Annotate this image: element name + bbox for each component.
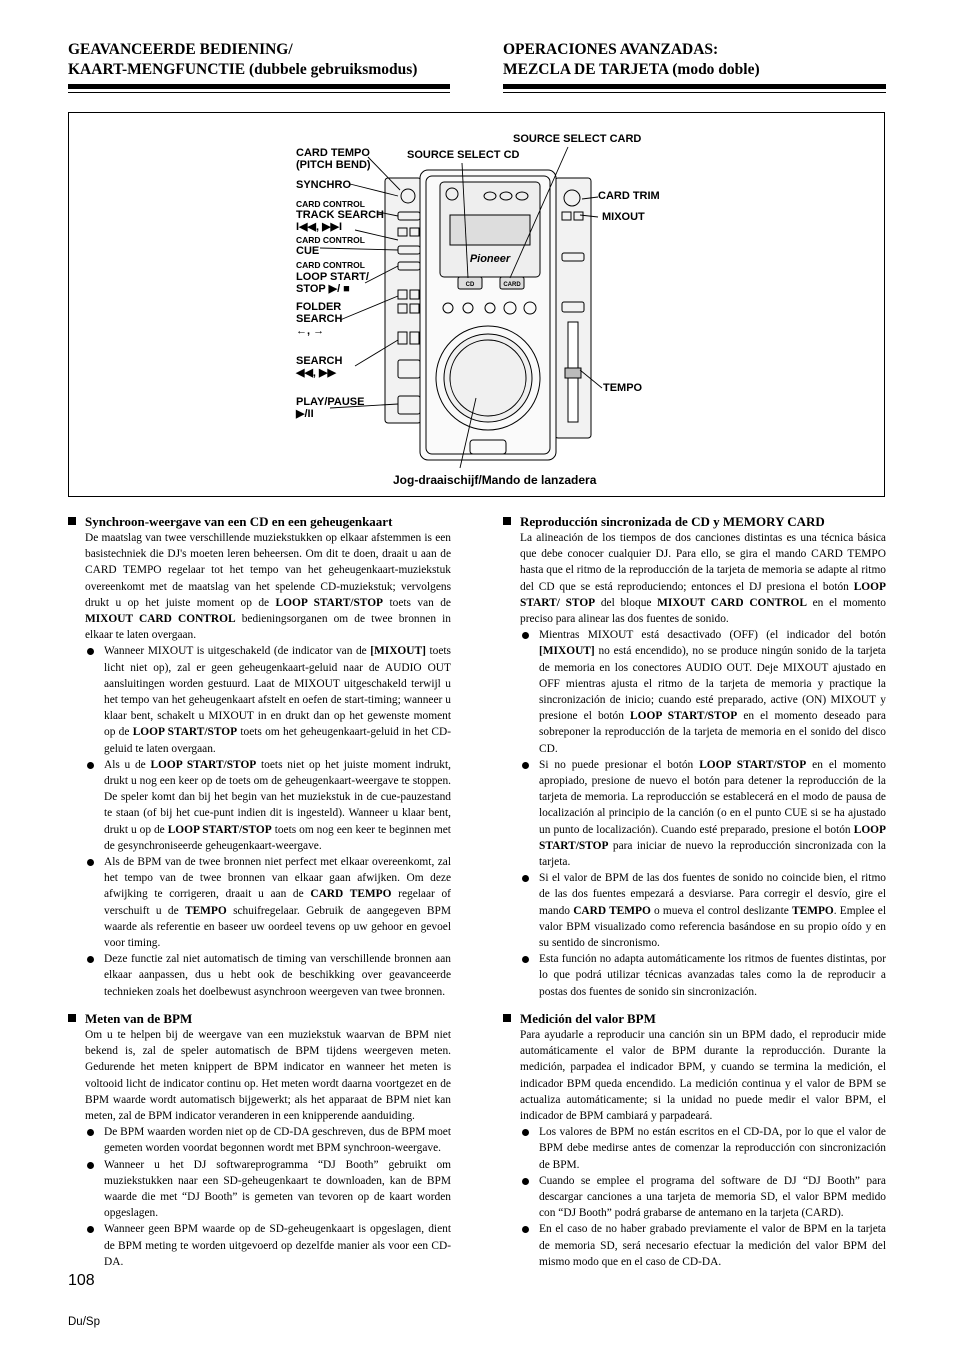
label-play-pause: PLAY/PAUSE ▶/II [296,396,365,420]
list-item: Wanneer u het DJ softwareprogramma “DJ Booth” gebruikt om muziekstukken naar een SD-geheugenkaart te downloaden, kan de BPM waarde die met “DJ Booth” is gemeten van tevoren op de kaart worden opgeslagen. [85,1157,451,1222]
device-btn-card: CARD [503,282,521,288]
list-item: Als u de LOOP START/STOP toets niet op het juiste moment indrukt, drukt u nog een keer op de toets om de geheugenkaart-weergave te stoppen. De speler komt dan bij het begin van het muziekstuk in de cue-pauzestand te staan (of bij het cue-punt indien dit is ingesteld). Wanneer u klaar bent, drukt u op de LOOP START/STOP toets om nog een keer te beginnen met de gesynchroniseerde geheugenkaart-weergave. [85,757,451,854]
device-illustration [0,0,954,520]
label-card-control-1: CARD CONTROL [296,199,365,209]
label-card-trim: CARD TRIM [598,190,660,202]
label-tempo: TEMPO [603,382,643,394]
paragraph: Om u te helpen bij de weergave van een muziekstuk waarvan de BPM niet bekend is, zal de speler automatisch de BPM tijdens weergeven meten. Gedurende het meten knippert de BPM indicator en wanneer het meten is voltooid licht de indicator continu op. Het meten wordt daarna voortgezet en de BPM waarde wordt automatisch bijgewerkt; als het apparaat de BPM niet kan meten, zal de BPM indicator veranderen in een knipperende aanduiding. [85,1028,451,1122]
list-item: Si no puede presionar el botón LOOP START/STOP en el momento apropiado, presione de nuevo el botón para detener la reproducción de la tarjeta de memoria. La reproducción se establecerá en el modo de pausa de localización al principio de la canción (o en el punto CUE si se ha ajustado un punto de localización). Cuando esté preparado, presione el botón LOOP START/STOP para iniciar de nuevo la reproducción sincronizada con la tarjeta. [520,757,886,870]
label-folder-search: FOLDER SEARCH ←, → [296,301,343,337]
paragraph: La alineación de los tiempos de dos canciones distintas es una técnica básica que debe conocer cualquier DJ. Para ello, se gira el mando CARD TEMPO hasta que el ritmo de la reproducción de la tarjeta de memoria se adapte al ritmo del CD que se está reproduciendo; entonces el DJ presiona el botón LOOP START/ STOP del bloque MIXOUT CARD CONTROL en el momento preciso para alinear las dos fuentes de sonido. [520,532,886,626]
label-card-control-2: CARD CONTROL [296,235,365,245]
label-cue: CUE [296,245,320,257]
label-source-select-cd: SOURCE SELECT CD [407,149,520,161]
paragraph: De maatslag van twee verschillende muziekstukken op elkaar afstemmen is een basistechniek die DJ's moeten leren beheersen. Om dit te doen, draait u aan de CARD TEMPO regelaar tot het tempo van het geheugenkaart-muziekstuk overeenkomt met de maatslag van het spelende CD-muziekstuk; vervolgens drukt u op het juiste moment op de LOOP START/STOP toets van de MIXOUT CARD CONTROL bedieningsorganen om de twee bronnen in elkaar te laten overgaan. [85,532,451,642]
list-item: De BPM waarden worden niet op de CD-DA geschreven, dus de BPM moet gemeten worden voordat begonnen wordt met BPM synchroon-weergave. [85,1124,451,1156]
page-number: 108 [68,1272,95,1289]
section-title: Reproducción sincronizada de CD y MEMORY CARD [503,513,886,530]
label-loop-start-stop: LOOP START/ STOP ▶/ ■ [296,271,369,295]
language-code: Du/Sp [68,1316,100,1328]
label-track-search: TRACK SEARCH I◀◀, ▶▶I [296,209,384,233]
bullet-list [520,627,886,1000]
device-brand: Pioneer [469,253,511,265]
list-item: Cuando se emplee el programa del software de DJ “DJ Booth” para descargar canciones a una tarjeta de memoria SD, el valor BPM medido con “DJ Booth” podrá grabarse de antemano en la tarjeta (CARD). [520,1173,886,1222]
bullet-list [520,1124,886,1270]
column-right [503,513,886,1270]
label-mixout: MIXOUT [602,211,645,223]
device-btn-cd: CD [465,282,475,288]
list-item: Wanneer MIXOUT is uitgeschakeld (de indicator van de [MIXOUT] toets licht niet op), zal er geen geheugenkaart-geluid naar de AUDIO OUT aansluitingen worden gestuurd. Laat de MIXOUT uitgeschakeld terwijl u het tempo van het geheugenkaart afstelt en oefen de start-timing; wanneer u klaar bent, schakelt u MIXOUT in en drukt dan op het gewenste moment op de LOOP START/STOP toets om het geheugenkaart-geluid in het CD-geluid te laten overgaan. [85,643,451,756]
list-item: En el caso de no haber grabado previamente el valor de BPM en la tarjeta de memoria SD, será necesario efectuar la medición del valor BPM del mismo modo que en el caso de CD-DA. [520,1221,886,1270]
list-item: Mientras MIXOUT está desactivado (OFF) (el indicador del botón [MIXOUT] no está encendido), no se produce ningún sonido de la tarjeta de memoria en los conectores AUDIO OUT. Deje MIXOUT ajustado en OFF mientras ajusta el ritmo de la tarjeta de memoria y practique la sincronización de inicio; cuando esté preparado, active (ON) MIXOUT y presione el botón LOOP START/STOP en el momento deseado para sobreponer la reproducción de la tarjeta de memoria en el sonido del disco CD. [520,627,886,757]
list-item: Si el valor de BPM de las dos fuentes de sonido no coincide bien, el ritmo de las dos fuentes empezará a desviarse. Para corregir el desvío, gire el mando CARD TEMPO o mueva el control deslizante TEMPO. Emplee el valor BPM visualizado como referencia basándose en su propio oído y en su sentido de sincronismo. [520,870,886,951]
section-title: Medición del valor BPM [503,1010,886,1027]
bullet-list [85,643,451,999]
label-card-control-3: CARD CONTROL [296,260,365,270]
bullet-list [85,1124,451,1270]
paragraph: Para ayudarle a reproducir una canción sin un BPM dado, el reproducir mide automáticamente el valor de BPM durante la reproducción. Durante la medición, parpadea el indicador BPM, y cuando se termina la medición, el indicador BPM queda encendido. La medición continua y el valor de BPM se actualiza automáticamente; si la unidad no puede medir el valor BPM, el indicador de BPM cambiará y parpadeará. [520,1028,886,1122]
label-search: SEARCH ◀◀, ▶▶ [296,355,343,379]
list-item: Deze functie zal niet automatisch de timing van verschillende bronnen aan elkaar aanpassen, dus u hebt ook de beschikking over geavanceerde technieken zoals het doelbewust asynchroon weergeven van twee bronnen. [85,951,451,1000]
list-item: Esta función no adapta automáticamente los ritmos de fuentes distintas, por lo que podrá utilizar técnicas avanzadas tales como la de reproducir a postas dos fuentes de sonido sin sincronización. [520,951,886,1000]
header-right-line1: OPERACIONES AVANZADAS: [503,41,719,58]
label-card-tempo: CARD TEMPO (PITCH BEND) [296,147,371,171]
label-synchro: SYNCHRO [296,179,352,191]
header-left-line2: KAART-MENGFUNCTIE (dubbele gebruiksmodus) [68,61,418,78]
header-right-line2: MEZCLA DE TARJETA (modo doble) [503,61,760,78]
list-item: Als de BPM van de twee bronnen niet perfect met elkaar overeenkomt, zal het tempo van de twee bronnen van elkaar gaan afwijken. Om deze afwijking te corrigeren, draait u aan de CARD TEMPO regelaar of verschuift u de TEMPO schuifregelaar. Gebruik de aangegeven BPM waarde als referentie en baseer uw oordeel tevens op uw gehoor en gevoel voor timing. [85,854,451,951]
header-left-line1: GEAVANCEERDE BEDIENING/ [68,41,293,58]
list-item: Los valores de BPM no están escritos en el CD-DA, por lo que el valor de BPM debe medirse antes de comenzar la reproducción con sincronización de BPM. [520,1124,886,1173]
column-left [68,513,451,1270]
section-title: Synchroon-weergave van een CD en een geheugenkaart [68,513,451,530]
section-title: Meten van de BPM [68,1010,451,1027]
list-item: Wanneer geen BPM waarde op de SD-geheugenkaart is opgeslagen, dient de BPM meting te worden uitgevoerd op dezelfde manier als voor een CD-DA. [85,1221,451,1270]
label-source-select-card: SOURCE SELECT CARD [513,133,642,145]
figure-caption: Jog-draaischijf/Mando de lanzadera [393,473,597,487]
